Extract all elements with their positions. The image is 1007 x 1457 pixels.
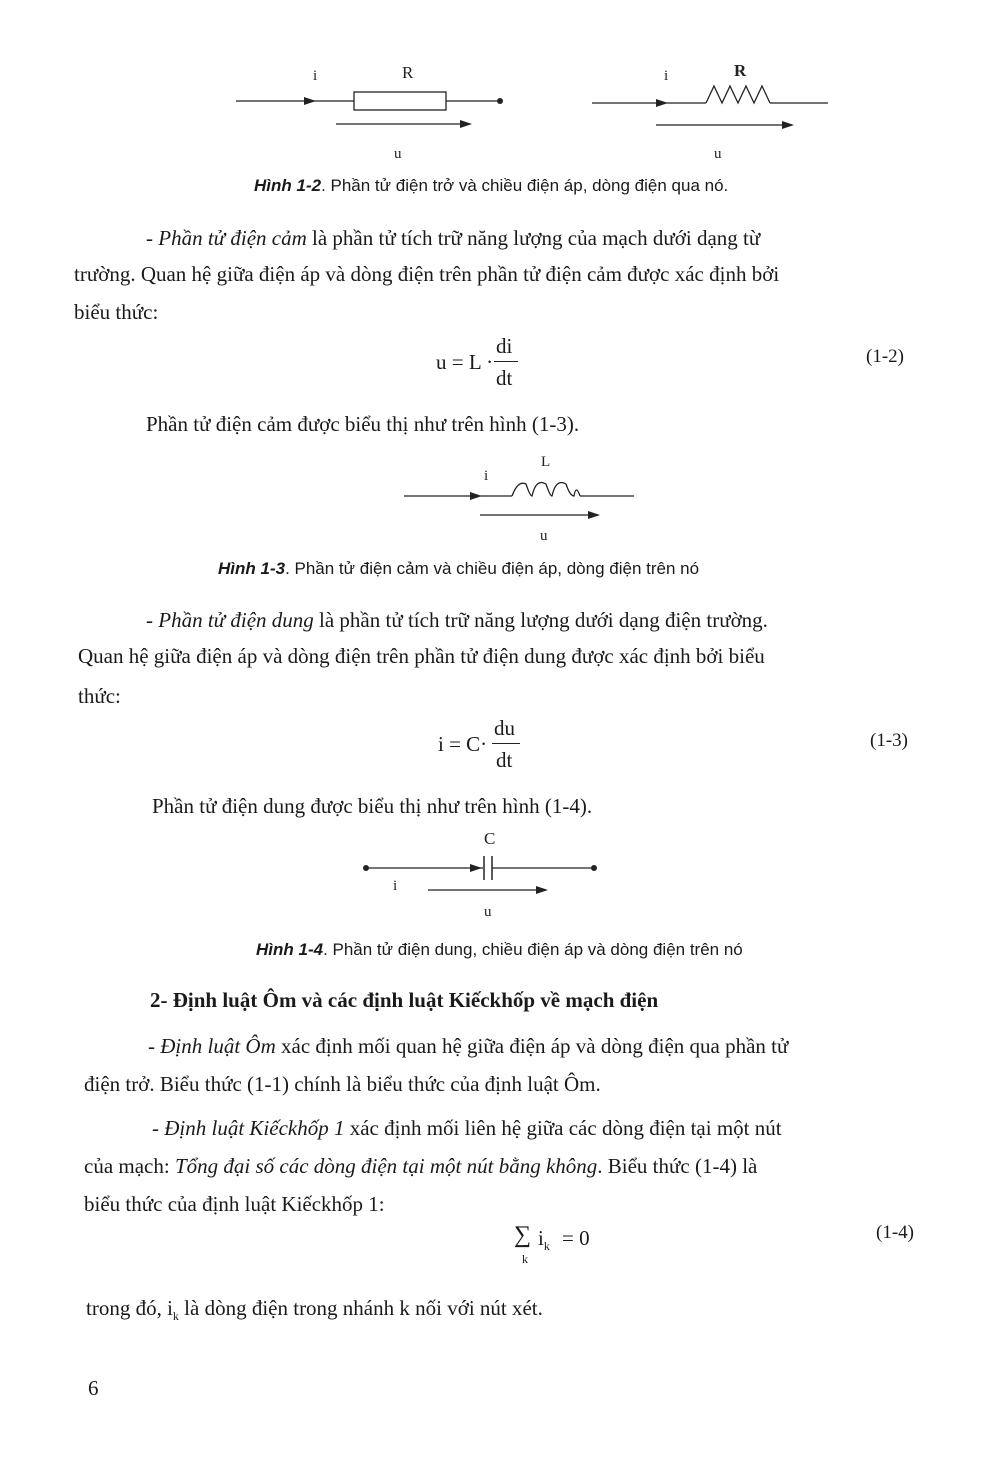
kirchhoff-statement: Tổng đại số các dòng điện tại một nút bằng không xyxy=(174,1154,598,1178)
eq-1-3-fraction-bar xyxy=(492,743,520,744)
caption-text: . Phần tử điện cảm và chiều điện áp, dòng điện trên nó xyxy=(285,559,700,578)
eq-1-3-denominator: dt xyxy=(496,748,513,772)
eq-1-3-number: (1-3) xyxy=(870,730,908,751)
eq-1-2-number: (1-2) xyxy=(866,346,904,367)
capacitor-paragraph-line1: - Phần tử điện dung là phần tử tích trữ năng lượng dưới dạng điện trường. xyxy=(146,608,768,632)
fig14-current-label: i xyxy=(393,878,398,894)
fig14-voltage-label: u xyxy=(484,904,492,920)
capacitor-figure-reference: Phần tử điện dung được biểu thị như trên hình (1-4). xyxy=(152,794,593,818)
figure-1-2-caption xyxy=(254,176,728,196)
fig13-current-label: i xyxy=(484,468,489,484)
fig12-left-resistance-label: R xyxy=(402,63,414,82)
eq-1-4-current: $i_k$ xyxy=(538,1226,550,1254)
inductor-coil xyxy=(512,483,580,497)
fig13-inductance-label: L xyxy=(541,454,551,470)
caption-text: . Phần tử điện dung, chiều điện áp và dòng điện trên nó xyxy=(323,940,743,959)
fig12-right-voltage-label: u xyxy=(714,146,722,162)
eq-1-3-numerator: du xyxy=(494,716,515,740)
fig12-right-current-label: i xyxy=(664,68,669,84)
capacitor-term: Phần tử điện dung xyxy=(158,608,314,632)
figure-1-3-caption xyxy=(218,559,699,579)
eq-1-2-denominator: dt xyxy=(496,366,513,390)
eq-1-4-under: k xyxy=(522,1252,528,1266)
capacitor-paragraph-line3: thức: xyxy=(78,684,121,708)
caption-label: Hình 1-2 xyxy=(254,176,322,195)
eq-1-3-lhs: i = C· xyxy=(438,732,488,756)
ohm-paragraph-line1: - Định luật Ôm xác định mối quan hệ giữa điện áp và dòng điện qua phần tử xyxy=(148,1034,789,1058)
resistor-zigzag xyxy=(706,86,770,103)
fig12-left-voltage-label: u xyxy=(394,146,402,162)
fig12-right-resistance-label: R xyxy=(734,61,747,80)
eq-1-2-numerator: di xyxy=(496,334,513,358)
caption-label: Hình 1-3 xyxy=(218,559,286,578)
resistor-box xyxy=(354,92,446,110)
section-2-heading: 2- Định luật Ôm và các định luật Kiếckhốp về mạch điện xyxy=(150,988,659,1012)
inductor-paragraph-line1: - Phần tử điện cảm là phần tử tích trữ năng lượng của mạch dưới dạng từ xyxy=(146,226,761,250)
inductor-figure-reference: Phần tử điện cảm được biểu thị như trên hình (1-3). xyxy=(146,412,580,436)
fig14-capacitance-label: C xyxy=(484,829,496,848)
eq-1-4-number: (1-4) xyxy=(876,1222,914,1243)
inductor-paragraph-line3: biểu thức: xyxy=(74,300,159,324)
kirchhoff-paragraph-line3: biểu thức của định luật Kiếckhốp 1: xyxy=(84,1192,385,1216)
figure-1-2-resistor-box xyxy=(0,0,1007,170)
figure-1-4-capacitor xyxy=(0,820,1007,930)
fig13-voltage-label: u xyxy=(540,528,548,544)
figure-1-4-caption xyxy=(256,940,743,960)
caption-label: Hình 1-4 xyxy=(256,940,324,959)
fig12-left-current-label: i xyxy=(313,68,318,84)
eq-1-4-sigma: ∑ xyxy=(514,1222,532,1248)
kirchhoff-term: Định luật Kiếckhốp 1 xyxy=(164,1116,345,1140)
caption-text: . Phần tử điện trở và chiều điện áp, dòng điện qua nó. xyxy=(321,176,729,195)
eq-1-4-rhs: = 0 xyxy=(562,1226,590,1250)
eq-1-2-fraction-bar xyxy=(494,361,518,362)
where-paragraph: trong đó, $i_k$ là dòng điện trong nhánh k nối với nút xét. xyxy=(86,1296,543,1324)
ohm-paragraph-line2: điện trở. Biểu thức (1-1) chính là biểu thức của định luật Ôm. xyxy=(84,1072,601,1096)
kirchhoff-paragraph-line2: của mạch: Tổng đại số các dòng điện tại một nút bằng không. Biểu thức (1-4) là xyxy=(84,1154,758,1178)
inductor-paragraph-line2: trường. Quan hệ giữa điện áp và dòng điện trên phần tử điện cảm được xác định bởi xyxy=(74,262,780,286)
kirchhoff-paragraph-line1: - Định luật Kiếckhốp 1 xác định mối liên hệ giữa các dòng điện tại một nút xyxy=(152,1116,782,1140)
page-number: 6 xyxy=(88,1376,99,1400)
eq-1-2-lhs: u = L · xyxy=(436,350,494,374)
capacitor-paragraph-line2: Quan hệ giữa điện áp và dòng điện trên phần tử điện dung được xác định bởi biểu xyxy=(78,644,765,668)
inductor-term: Phần tử điện cảm xyxy=(158,226,307,250)
figure-1-3-inductor xyxy=(0,440,1007,550)
ohm-term: Định luật Ôm xyxy=(160,1034,276,1058)
